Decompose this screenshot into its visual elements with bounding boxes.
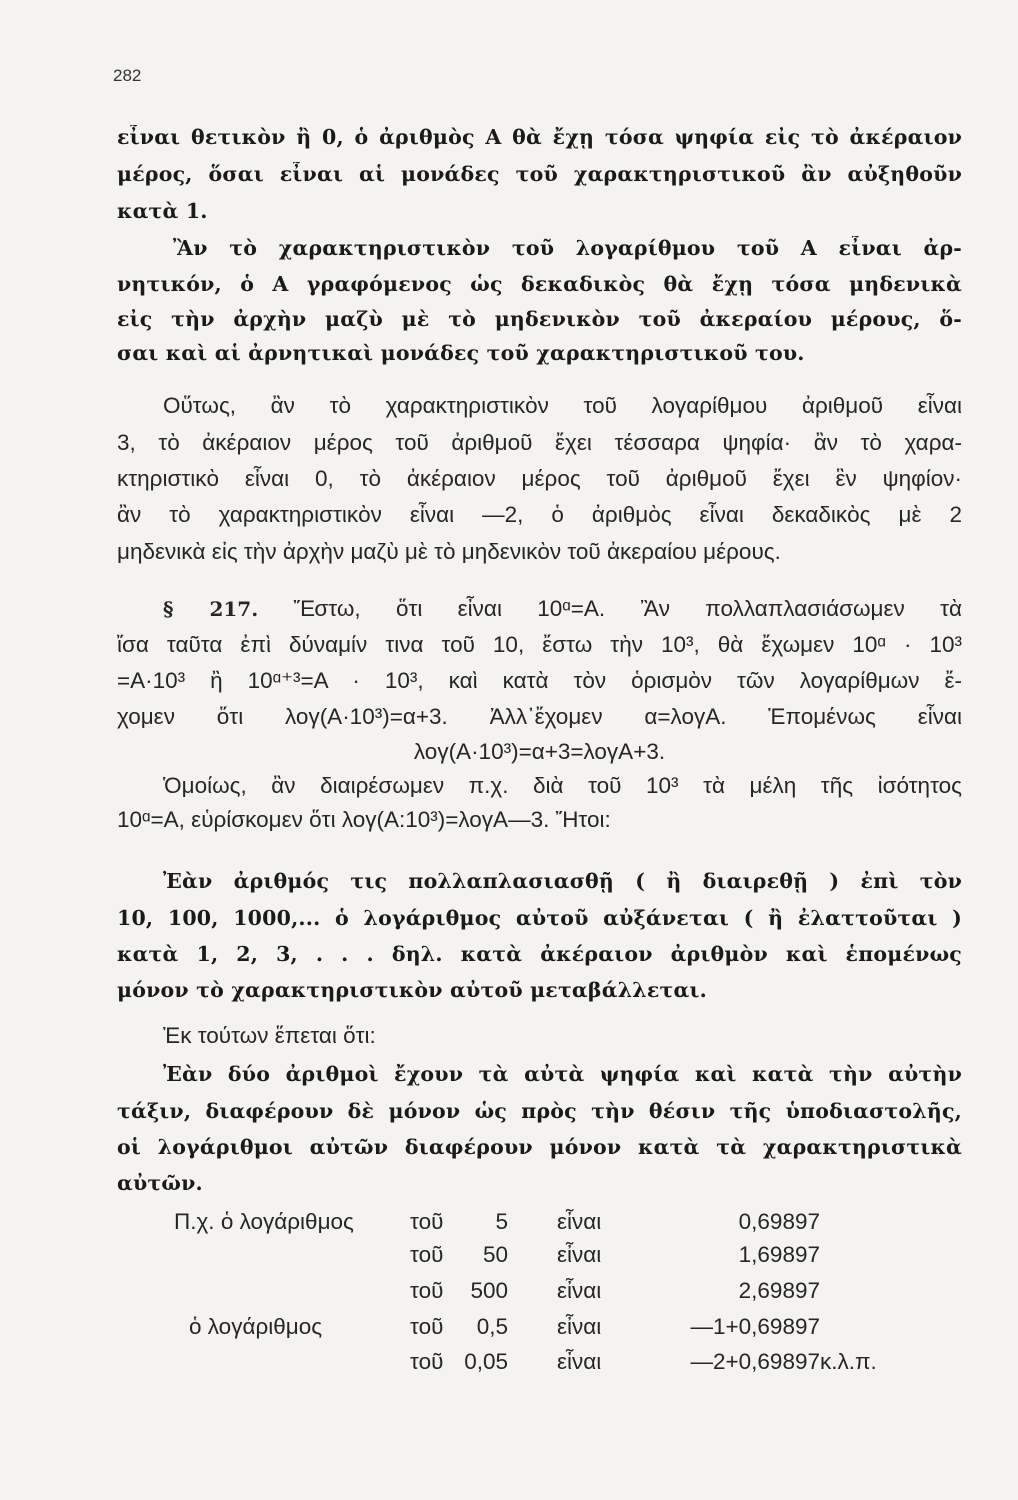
- example-tou: τοῦ: [410, 1242, 444, 1267]
- text-line: νητικόν, ὁ Α γραφόμενος ὡς δεκαδικὸς θὰ ἔχῃ τόσα μηδενικὰ: [117, 272, 962, 296]
- example-tou: τοῦ: [410, 1314, 444, 1339]
- text-line: Οὕτως, ἂν τὸ χαρακτηριστικὸν τοῦ λογαρίθμου ἀριθμοῦ εἶναι: [163, 393, 962, 418]
- example-label: Π.χ. ὁ λογάριθμος: [174, 1209, 354, 1234]
- rule-line: μόνον τὸ χαρακτηριστικὸν αὐτοῦ μεταβάλλεται.: [117, 978, 707, 1002]
- example-einai: εἶναι: [557, 1349, 602, 1374]
- text-line: κτηριστικὸ εἶναι 0, τὸ ἀκέραιον μέρος τοῦ ἀριθμοῦ ἔχει ἓν ψηφίον·: [117, 466, 962, 491]
- text-line: 10ᵅ=Α, εὑρίσκομεν ὅτι λογ(Α:10³)=λογΑ—3. Ἤτοι:: [117, 807, 611, 832]
- example-label: ὁ λογάριθμος: [189, 1314, 323, 1339]
- example-row: [117, 1349, 962, 1379]
- text-line: χομεν ὅτι λογ(Α·10³)=α+3. Ἀλλ᾽ἔχομεν α=λογΑ. Ἑπομένως εἶναι: [117, 704, 962, 729]
- example-einai: εἶναι: [557, 1314, 602, 1339]
- rule-line: κατὰ 1, 2, 3, . . . δηλ. κατὰ ἀκέραιον ἀριθμὸν καὶ ἑπομένως: [117, 942, 962, 966]
- example-number: 5: [495, 1209, 508, 1234]
- section-text: Ἔστω, ὅτι εἶναι 10ᵅ=Α. Ἂν πολλαπλασιάσωμεν τὰ: [293, 596, 962, 621]
- example-einai: εἶναι: [557, 1242, 602, 1267]
- rule-line: αὐτῶν.: [117, 1171, 203, 1195]
- text-line: μέρος, ὅσαι εἶναι αἱ μονάδες τοῦ χαρακτηριστικοῦ ἂν αὐξηθοῦν: [117, 162, 962, 186]
- example-number: 500: [470, 1278, 508, 1303]
- rule-line: Ἐὰν δύο ἀριθμοὶ ἔχουν τὰ αὐτὰ ψηφία καὶ κατὰ τὴν αὐτὴν: [163, 1062, 962, 1086]
- text-line: ἴσα ταῦτα ἐπὶ δύναμίν τινα τοῦ 10, ἔστω τὴν 10³, θὰ ἔχωμεν 10ᵅ · 10³: [117, 632, 962, 657]
- text-line: μηδενικὰ εἰς τὴν ἀρχὴν μαζὺ μὲ τὸ μηδενικὸν τοῦ ἀκεραίου μέρους.: [117, 539, 781, 564]
- example-einai: εἶναι: [557, 1278, 602, 1303]
- example-value: 0,69897: [738, 1209, 820, 1234]
- text-line: 3, τὸ ἀκέραιον μέρος τοῦ ἀριθμοῦ ἔχει τέσσαρα ψηφία· ἂν τὸ χαρα-: [117, 430, 962, 455]
- example-number: 0,5: [476, 1314, 508, 1339]
- example-suffix: κ.λ.π.: [820, 1349, 877, 1374]
- text-line: κατὰ 1.: [117, 199, 208, 223]
- rule-line: Ἐὰν ἀριθμός τις πολλαπλασιασθῇ ( ἢ διαιρεθῇ ) ἐπὶ τὸν: [163, 869, 962, 893]
- example-tou: τοῦ: [410, 1278, 444, 1303]
- example-tou: τοῦ: [410, 1209, 444, 1234]
- section-number: § 217.: [163, 597, 259, 621]
- text-line: Ἂν τὸ χαρακτηριστικὸν τοῦ λογαρίθμου τοῦ Α εἶναι ἀρ-: [173, 236, 962, 260]
- example-row: [117, 1242, 962, 1272]
- section-217-line: [163, 596, 962, 622]
- text-line: εἰς τὴν ἀρχὴν μαζὺ μὲ τὸ μηδενικὸν τοῦ ἀκεραίου μέρους, ὅ-: [117, 307, 962, 331]
- example-tou: τοῦ: [410, 1349, 444, 1374]
- page-number: 282: [113, 66, 142, 85]
- formula: λογ(Α·10³)=α+3=λογΑ+3.: [413, 739, 666, 764]
- rule-line: 10, 100, 1000,... ὁ λογάριθμος αὐτοῦ αὐξάνεται ( ἢ ἐλαττοῦται ): [117, 906, 962, 930]
- transition-text: Ἐκ τούτων ἕπεται ὅτι:: [163, 1023, 376, 1048]
- example-number: 0,05: [464, 1349, 508, 1374]
- example-row: [117, 1209, 962, 1239]
- example-number: 50: [482, 1242, 508, 1267]
- text-line: ἂν τὸ χαρακτηριστικὸν εἶναι —2, ὁ ἀριθμὸς εἶναι δεκαδικὸς μὲ 2: [117, 502, 962, 527]
- example-value: 1,69897: [738, 1242, 820, 1267]
- example-value: —2+0,69897: [690, 1349, 820, 1374]
- example-einai: εἶναι: [557, 1209, 602, 1234]
- text-line: εἶναι θετικὸν ἢ 0, ὁ ἀριθμὸς Α θὰ ἔχῃ τόσα ψηφία εἰς τὸ ἀκέραιον: [117, 125, 962, 149]
- text-line: σαι καὶ αἱ ἀρνητικαὶ μονάδες τοῦ χαρακτηριστικοῦ του.: [117, 341, 805, 365]
- rule-line: οἱ λογάριθμοι αὐτῶν διαφέρουν μόνον κατὰ τὰ χαρακτηριστικὰ: [117, 1135, 962, 1159]
- rule-line: τάξιν, διαφέρουν δὲ μόνον ὡς πρὸς τὴν θέσιν τῆς ὑποδιαστολῆς,: [117, 1099, 962, 1123]
- example-row: [117, 1278, 962, 1308]
- example-value: —1+0,69897: [690, 1314, 820, 1339]
- text-line: =Α·10³ ἢ 10ᵅ⁺³=Α · 10³, καὶ κατὰ τὸν ὁρισμὸν τῶν λογαρίθμων ἔ-: [117, 668, 962, 693]
- example-value: 2,69897: [738, 1278, 820, 1303]
- example-row: [117, 1314, 962, 1344]
- text-line: Ὁμοίως, ἂν διαιρέσωμεν π.χ. διὰ τοῦ 10³ τὰ μέλη τῆς ἰσότητος: [163, 773, 962, 798]
